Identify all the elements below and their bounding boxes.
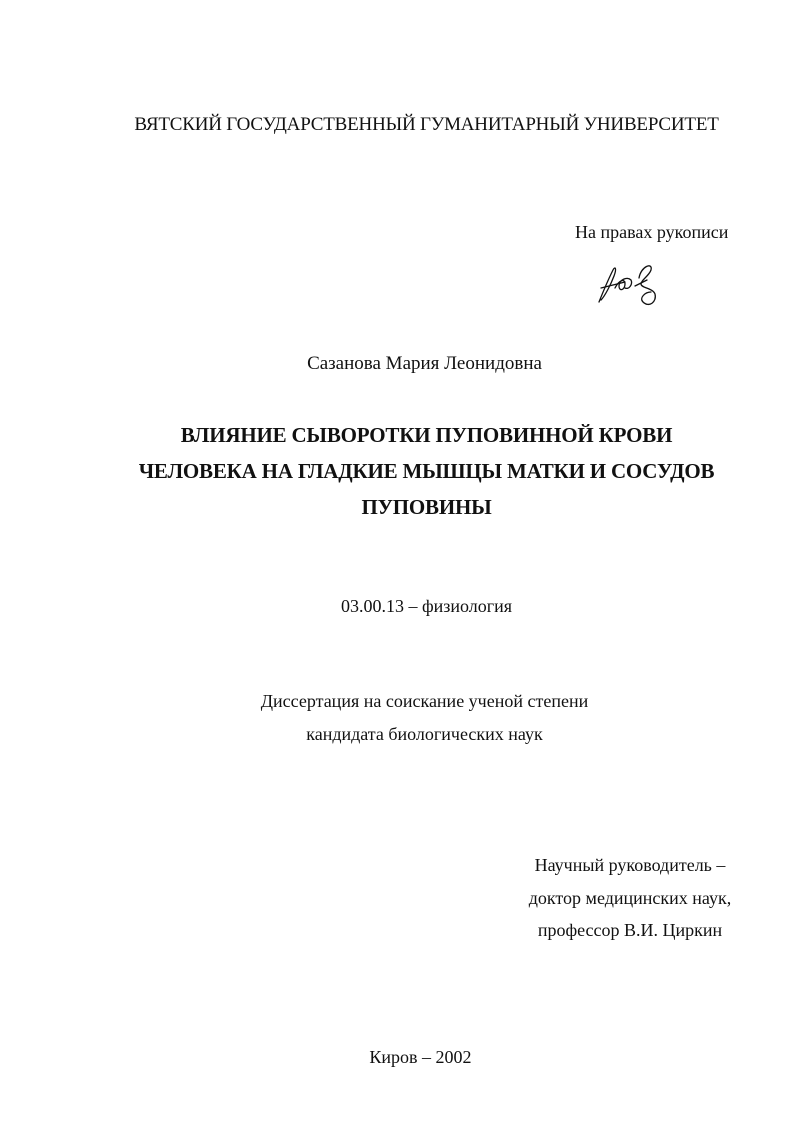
author-name: Сазанова Мария Леонидовна <box>307 353 542 374</box>
title-line: ЧЕЛОВЕКА НА ГЛАДКИЕ МЫШЦЫ МАТКИ И СОСУДОВ <box>138 459 715 483</box>
supervisor-line: профессор В.И. Циркин <box>537 920 723 940</box>
city-year: Киров – 2002 <box>369 1047 472 1067</box>
supervisor-line: доктор медицинских наук, <box>528 888 732 908</box>
university-name: ВЯТСКИЙ ГОСУДАРСТВЕННЫЙ ГУМАНИТАРНЫЙ УНИВЕРСИТЕТ <box>134 114 719 135</box>
degree-line: Диссертация на соискание ученой степени <box>260 691 589 711</box>
title-line: ВЛИЯНИЕ СЫВОРОТКИ ПУПОВИННОЙ КРОВИ <box>180 423 673 447</box>
signature-icon <box>595 258 665 310</box>
specialty-code: 03.00.13 – физиология <box>340 596 513 616</box>
rights-note: На правах рукописи <box>575 222 729 242</box>
title-line: ПУПОВИНЫ <box>361 495 492 519</box>
degree-line: кандидата биологических наук <box>306 724 543 744</box>
supervisor-line: Научный руководитель – <box>534 855 726 875</box>
